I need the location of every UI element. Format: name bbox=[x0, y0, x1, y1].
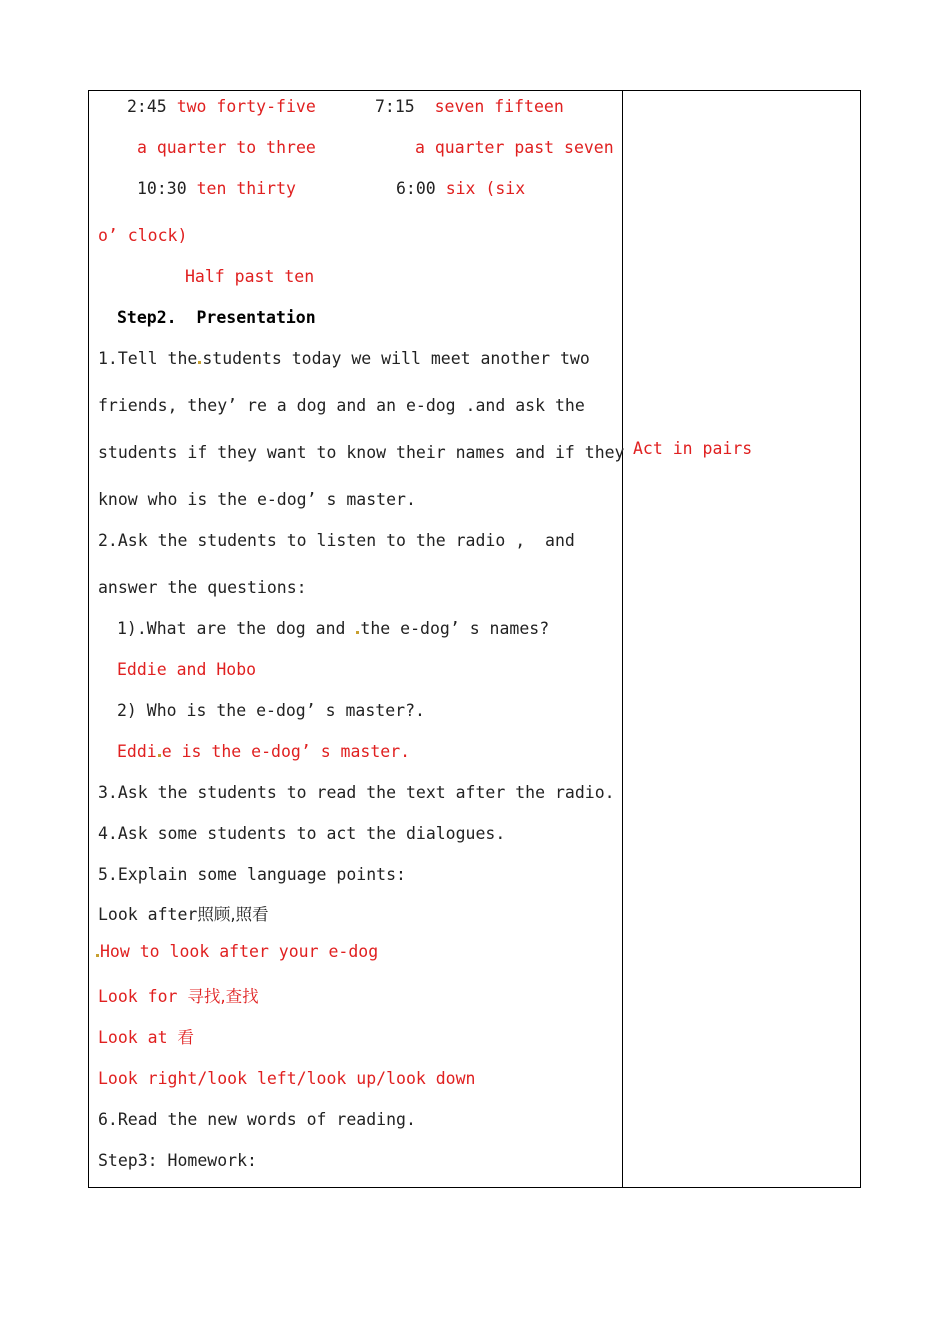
time-line-2 bbox=[137, 179, 296, 199]
lp1-cn: 照顾,照看 bbox=[197, 905, 269, 924]
time-6-00-words: six (six bbox=[445, 179, 526, 198]
lp1-en: Look after bbox=[98, 905, 198, 924]
time-6-00-cont: o’ clock) bbox=[98, 226, 188, 245]
paragraph-3: 3.Ask the students to read the text after the radio. bbox=[98, 783, 615, 802]
paragraph-1-line-2: friends, they’ re a dog and an e-dog .and ask the bbox=[98, 396, 585, 415]
p1-text-a: 1.Tell the bbox=[98, 349, 198, 368]
paragraph-1-line-3: students if they want to know their names and if they bbox=[98, 443, 625, 462]
time-2-45-words: two forty-five bbox=[176, 97, 316, 116]
mark-dot bbox=[158, 754, 161, 757]
time-2-45-alt: a quarter to three bbox=[137, 138, 316, 157]
activity-note: Act in pairs bbox=[633, 439, 753, 458]
lp2-en: Look for bbox=[98, 987, 188, 1006]
lp2-cn: 寻找,查找 bbox=[187, 987, 259, 1006]
q1-text-b: the e-dog’ s names? bbox=[360, 619, 550, 638]
time-7-15-alt: a quarter past seven bbox=[415, 138, 614, 157]
time-7-15-words: seven fifteen bbox=[434, 97, 564, 116]
time-10-30: 10:30 bbox=[137, 179, 187, 198]
time-7-15: 7:15 bbox=[375, 97, 415, 116]
paragraph-2-line-2: answer the questions: bbox=[98, 578, 307, 597]
step2-heading: Step2. Presentation bbox=[117, 308, 316, 327]
mark-dot bbox=[356, 631, 359, 634]
time-line-1 bbox=[127, 97, 316, 117]
q1-text-a: 1).What are the dog and bbox=[117, 619, 346, 638]
question-1 bbox=[117, 619, 549, 639]
paragraph-4: 4.Ask some students to act the dialogues. bbox=[98, 824, 506, 843]
lp3-cn: 看 bbox=[177, 1028, 194, 1047]
answer-2 bbox=[117, 742, 410, 762]
column-divider bbox=[622, 91, 623, 1187]
p1-text-b: students today we will meet another two bbox=[202, 349, 590, 368]
question-2: 2) Who is the e-dog’ s master?. bbox=[117, 701, 425, 720]
a2-text-a: Eddi bbox=[117, 742, 157, 761]
language-point-1 bbox=[98, 905, 269, 925]
time-6-00: 6:00 bbox=[396, 179, 436, 198]
mark-dot bbox=[96, 954, 99, 957]
time-10-30-words: ten thirty bbox=[196, 179, 296, 198]
lp3-en: Look at bbox=[98, 1028, 178, 1047]
lp1-ex-text: How to look after your e-dog bbox=[100, 942, 379, 961]
paragraph-6: 6.Read the new words of reading. bbox=[98, 1110, 416, 1129]
paragraph-1-line-1 bbox=[98, 349, 590, 369]
lesson-table bbox=[88, 90, 861, 1188]
mark-dot bbox=[198, 361, 201, 364]
step3-heading: Step3: Homework: bbox=[98, 1151, 257, 1170]
time-2-45: 2:45 bbox=[127, 97, 167, 116]
language-point-3 bbox=[98, 1028, 194, 1048]
time-line-1b bbox=[375, 97, 564, 117]
time-line-2b bbox=[396, 179, 525, 199]
language-point-4: Look right/look left/look up/look down bbox=[98, 1069, 476, 1088]
time-10-30-alt: Half past ten bbox=[185, 267, 315, 286]
paragraph-2-line-1: 2.Ask the students to listen to the radio , and bbox=[98, 531, 575, 550]
answer-1: Eddie and Hobo bbox=[117, 660, 257, 679]
language-point-1-example bbox=[98, 942, 378, 962]
language-point-2 bbox=[98, 987, 259, 1007]
a2-text-b: e is the e-dog’ s master. bbox=[161, 742, 411, 761]
paragraph-5: 5.Explain some language points: bbox=[98, 865, 406, 884]
paragraph-1-line-4: know who is the e-dog’ s master. bbox=[98, 490, 416, 509]
